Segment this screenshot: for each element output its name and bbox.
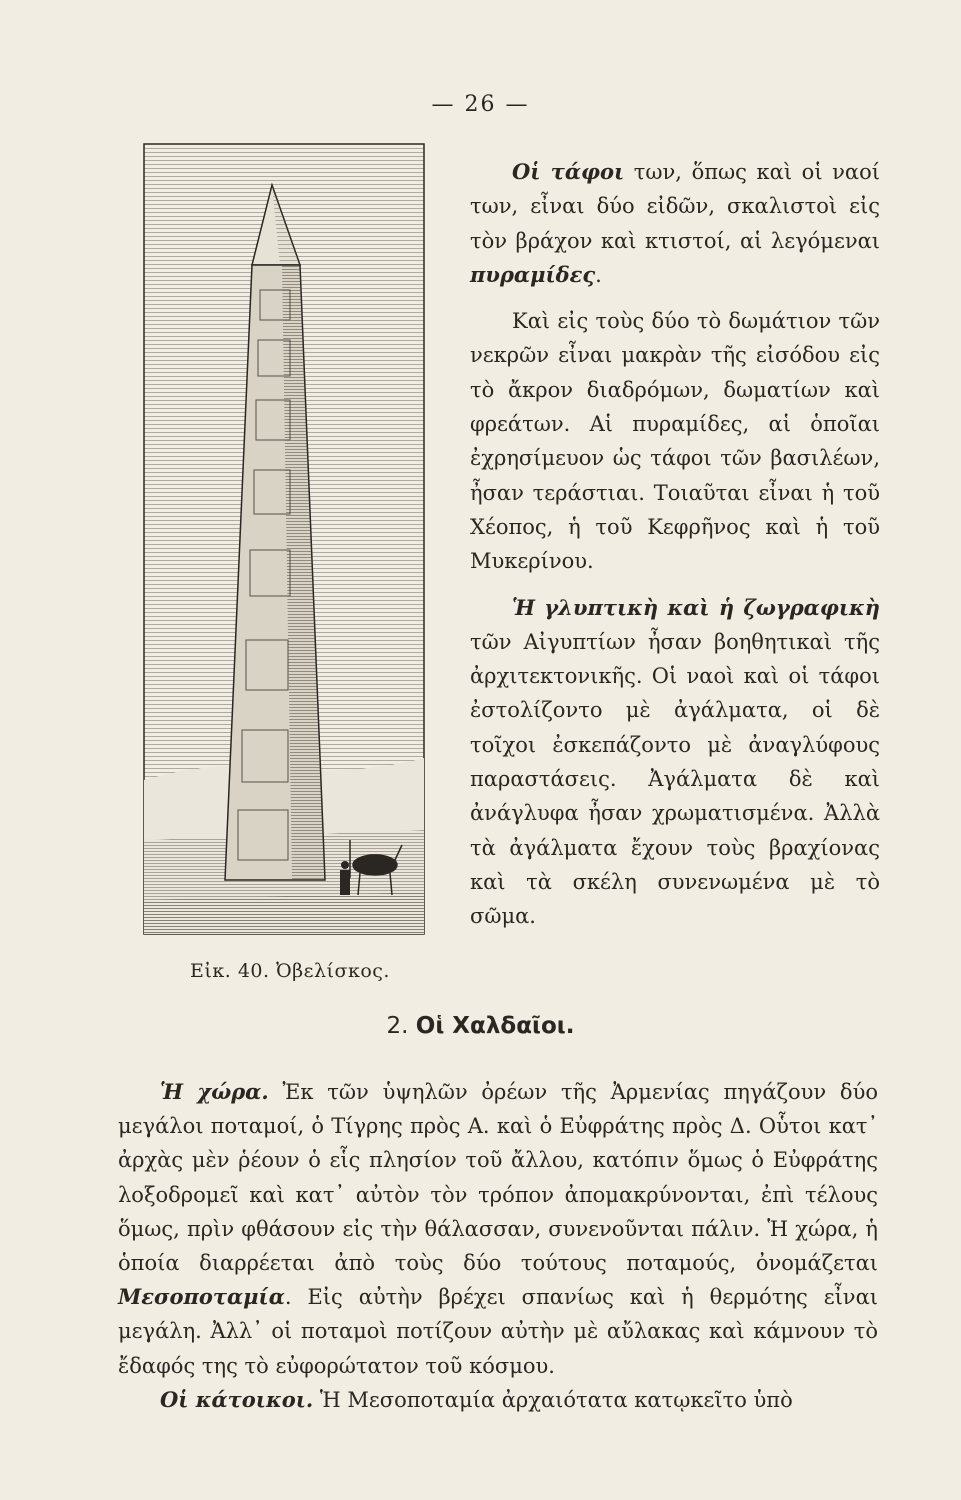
section-heading bbox=[0, 1013, 961, 1039]
land-text-a: Ἐκ τῶν ὑψηλῶν ὀρέων τῆς Ἀρμενίας πηγάζουν δύο μεγάλοι ποταμοί, ὁ Τίγρης πρὸς Α. καὶ ὁ Εὐφράτης πρὸς Δ. Οὗτοι κατ᾽ ἀρχὰς μὲν ῥέουν ὁ εἷς πλησίον τοῦ ἄλλου, κατόπιν ὅμως ὁ Εὐφράτης λοξοδρομεῖ καὶ κατ᾽ αὐτὸν τὸν τρόπον ἀπομακρύνονται, ἐπὶ τέλους ὅμως, πρὶν φθάσουν εἰς τὴν θάλασσαν, συνενοῦνται πάλιν. Ἡ χώρα, ἡ ὁποία διαρρέεται ἀπὸ τοὺς δύο τούτους ποταμούς, ὀνομάζεται bbox=[118, 1080, 878, 1276]
land-text-b: . Εἰς αὐτὴν βρέχει σπανίως καὶ ἡ θερμότης εἶναι μεγάλη. Ἀλλ᾽ οἱ ποταμοὶ ποτίζουν αὐτὴν μὲ αὔλακας καὶ κάμνουν τὸ ἔδαφός της τὸ εὐφορώτατον τοῦ κόσμου. bbox=[118, 1285, 878, 1378]
section-number: 2. bbox=[386, 1013, 409, 1039]
paragraph-chambers: Καὶ εἰς τοὺς δύο τὸ δωμάτιον τῶν νεκρῶν εἶναι μακρὰν τῆς εἰσόδου εἰς τὸ ἄκρον διαδρόμων, δωματίων καὶ φρεάτων. Αἱ πυραμίδες, αἱ ὁποῖαι ἐχρησίμευον ὡς τάφοι τῶν βασιλέων, ἦσαν τεράστιαι. Τοιαῦται εἶναι ἡ τοῦ Χέοπος, ἡ τοῦ Κεφρῆνος καὶ ἡ τοῦ Μυκερίνου. bbox=[470, 309, 880, 574]
figure-caption: Εἰκ. 40. Ὀβελίσκος. bbox=[190, 960, 390, 982]
paragraph-inhabitants bbox=[118, 1383, 878, 1417]
inhabitants-text: Ἡ Μεσοποταμία ἀρχαιότατα κατῳκεῖτο ὑπὸ bbox=[313, 1387, 793, 1412]
sculpture-text: τῶν Αἰγυπτίων ἦσαν βοηθητικαὶ τῆς ἀρχιτεκτονικῆς. Οἱ ναοὶ καὶ οἱ τάφοι ἐστολίζοντο μὲ ἀγάλματα, οἱ δὲ τοῖχοι ἐσκεπάζοντο μὲ ἀναγλύφους παραστάσεις. Ἀγάλματα δὲ καὶ ἀνάγλυφα ἦσαν χρωματισμένα. Ἀλλὰ τὰ ἀγάλματα ἔχουν τοὺς βραχίονας καὶ τὰ σκέλη συνενωμένα μὲ τὸ σῶμα. bbox=[470, 629, 880, 929]
paragraph-sculpture bbox=[470, 591, 880, 934]
paragraph-land bbox=[118, 1075, 878, 1383]
land-lead: Ἡ χώρα. bbox=[160, 1079, 269, 1104]
pyramids-term: πυραμίδες bbox=[470, 261, 596, 287]
tombs-lead: Οἱ τάφοι bbox=[512, 159, 625, 184]
sculpture-lead: Ἡ γλυπτικὴ καὶ ἡ ζωγραφικὴ bbox=[512, 594, 880, 620]
tombs-text: των, ὅπως καὶ οἱ ναοί των, εἶναι δύο εἰδῶν, σκαλιστοὶ εἰς τὸν βράχον καὶ κτιστοί, αἱ λεγόμεναι bbox=[470, 160, 880, 253]
mesopotamia-term: Μεσοποταμία bbox=[118, 1284, 285, 1310]
paragraph-tombs bbox=[470, 155, 880, 292]
obelisk-illustration bbox=[140, 140, 430, 945]
section-title: Οἱ Χαλδαῖοι. bbox=[415, 1013, 575, 1039]
page-number: — 26 — bbox=[431, 92, 530, 117]
tombs-end: . bbox=[595, 262, 602, 287]
right-column-text bbox=[470, 155, 880, 934]
body-text bbox=[118, 1075, 878, 1417]
inhabitants-lead: Οἱ κάτοικοι. bbox=[160, 1386, 314, 1412]
